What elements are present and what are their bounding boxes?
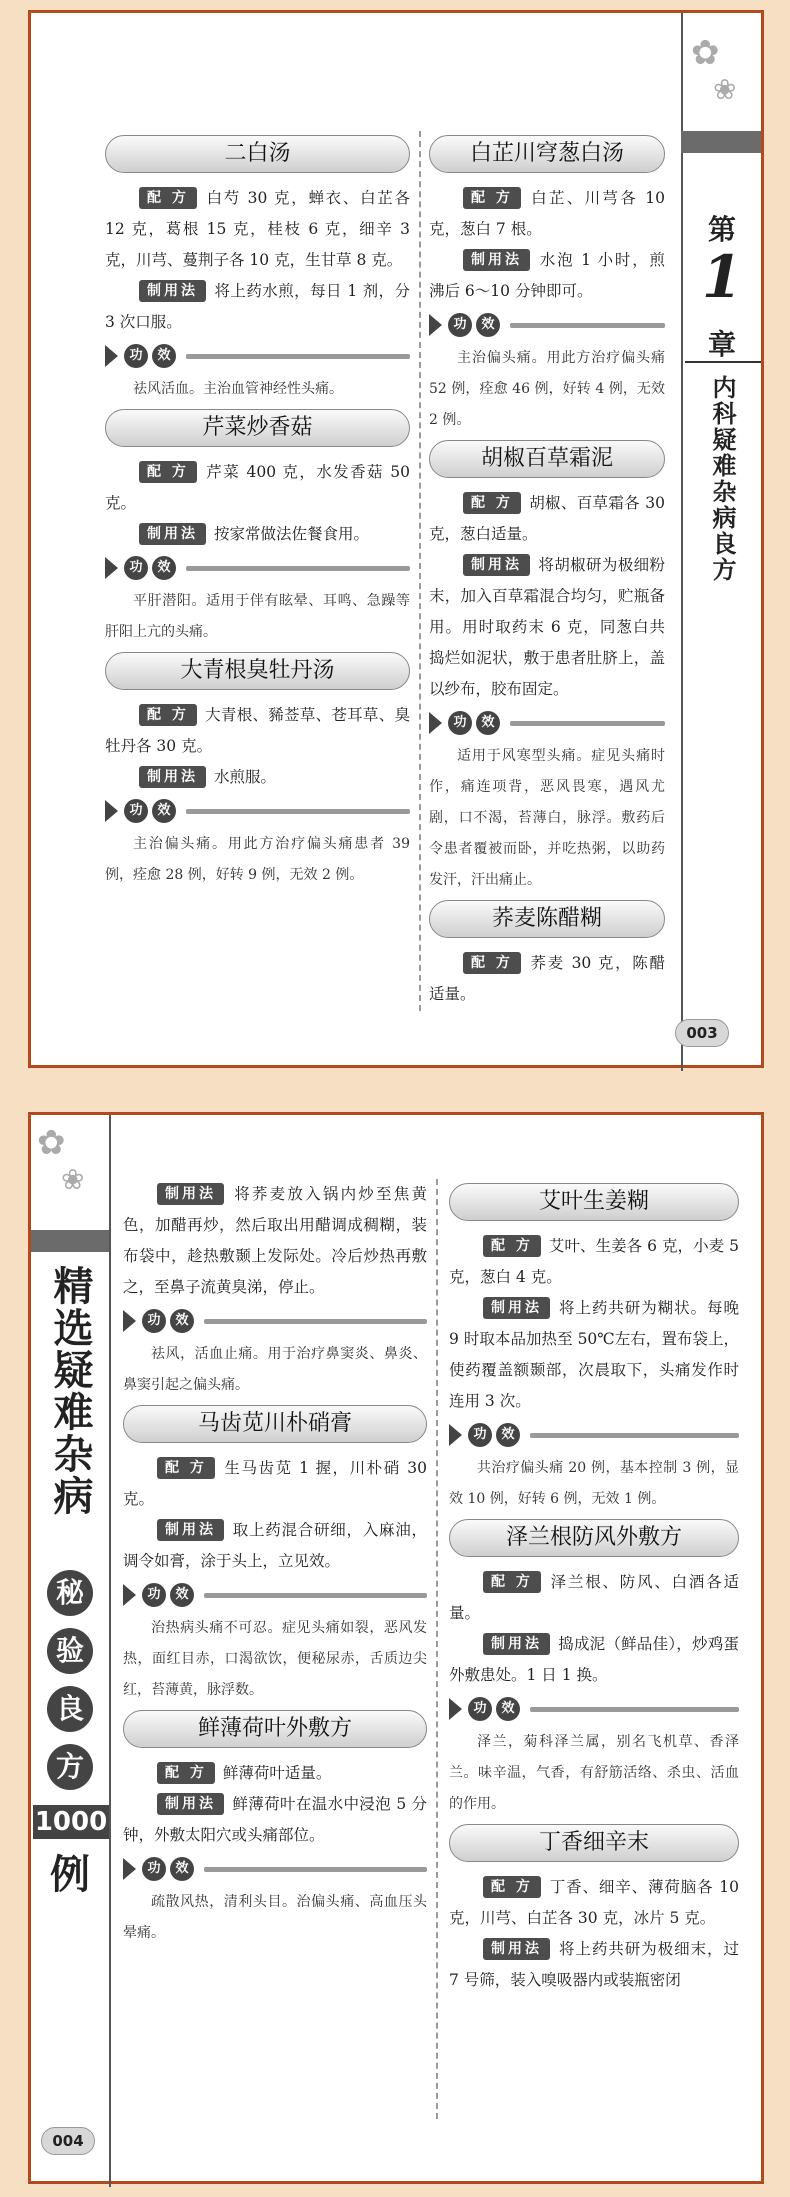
effect-char: 功 — [448, 711, 472, 735]
left-column — [123, 1179, 427, 1949]
section-tag: 配 方 — [139, 461, 197, 483]
effect-char: 效 — [170, 1857, 194, 1881]
effect-char: 功 — [448, 313, 472, 337]
recipe-section — [449, 1231, 739, 1293]
effect-text: 共治疗偏头痛 20 例，基本控制 3 例，显效 10 例，好转 6 例，无效 1 例。 — [449, 1460, 739, 1507]
left-column — [105, 131, 410, 891]
section-text: 捣成泥（鲜品佳），炒鸡蛋外敷患处。1 日 1 换。 — [449, 1635, 739, 1684]
arrow-icon — [105, 557, 118, 579]
book-title: 精选疑难杂病 — [47, 1265, 93, 1517]
recipe-section — [429, 948, 665, 1010]
effect-rule — [204, 1319, 427, 1324]
recipe-section — [429, 488, 665, 550]
effect-rule — [510, 721, 665, 726]
section-text: 丁香、细辛、薄荷脑各 10 克，川芎、白芷各 30 克，冰片 5 克。 — [449, 1878, 739, 1927]
section-tag: 制用法 — [139, 766, 206, 788]
arrow-icon — [105, 800, 118, 822]
effect-header — [105, 795, 410, 827]
seal-char: 验 — [47, 1628, 93, 1674]
effect-header — [429, 707, 665, 739]
section-tag: 制用法 — [463, 554, 530, 576]
section-text: 胡椒、百草霜各 30 克，葱白适量。 — [429, 494, 665, 543]
section-tag: 配 方 — [463, 187, 521, 209]
page-004 — [28, 1112, 764, 2184]
recipe-section — [123, 1515, 427, 1577]
section-text: 将上药共研为糊状。每晚 9 时取本品加热至 50℃左右，置布袋上，使药覆盖额颞部，次晨取下，头痛发作时连用 3 次。 — [449, 1299, 739, 1410]
lily-flower-icon: ❀ — [61, 1163, 85, 1196]
effect-header — [123, 1853, 427, 1885]
recipe-title: 胡椒百草霜泥 — [429, 440, 665, 478]
section-tag: 配 方 — [483, 1571, 541, 1593]
effect-rule — [186, 354, 410, 359]
effect-text: 适用于风寒型头痛。症见头痛时作，痛连项背，恶风畏寒，遇风尤剧，口不渴，苔薄白，脉浮。敷药后令患者覆被而卧，并吃热粥，以助药发汗，汗出痛止。 — [429, 748, 665, 888]
section-tag: 制用法 — [157, 1793, 224, 1815]
recipe-title: 泽兰根防风外敷方 — [449, 1519, 739, 1557]
arrow-icon — [123, 1310, 136, 1332]
recipe-section — [123, 1179, 427, 1303]
effect-header — [123, 1305, 427, 1337]
arrow-icon — [449, 1424, 462, 1446]
book-sidebar — [31, 1115, 111, 2187]
effect-char: 效 — [152, 556, 176, 580]
recipe-section — [449, 1293, 739, 1417]
effect-header — [449, 1693, 739, 1725]
effect-char: 功 — [468, 1697, 492, 1721]
effect-rule — [186, 809, 410, 814]
effect-rule — [186, 566, 410, 571]
effect-rule — [530, 1707, 739, 1712]
section-text: 芹菜 400 克，水发香菇 50 克。 — [105, 463, 410, 512]
recipe-section — [105, 700, 410, 762]
chapter-sidebar — [681, 13, 761, 1071]
chapter-band — [681, 131, 761, 153]
effect-rule — [204, 1867, 427, 1872]
section-tag: 配 方 — [483, 1235, 541, 1257]
effect-header — [449, 1419, 739, 1451]
effect-char: 功 — [142, 1309, 166, 1333]
section-tag: 制用法 — [139, 280, 206, 302]
arrow-icon — [449, 1698, 462, 1720]
effect-text: 治热病头痛不可忍。症见头痛如裂，恶风发热，面红目赤，口渴欲饮，便秘尿赤，舌质边尖红，苔薄黄，脉浮数。 — [123, 1620, 427, 1698]
recipe-section — [105, 457, 410, 519]
effect-char: 功 — [142, 1583, 166, 1607]
effect-char: 效 — [170, 1309, 194, 1333]
recipe-title: 鲜薄荷叶外敷方 — [123, 1710, 427, 1748]
recipe-section — [449, 1872, 739, 1934]
section-text: 荞麦 30 克，陈醋适量。 — [429, 954, 665, 1003]
section-tag: 配 方 — [139, 704, 197, 726]
section-tag: 配 方 — [157, 1457, 215, 1479]
recipe-section — [105, 762, 410, 793]
effect-char: 效 — [476, 711, 500, 735]
section-text: 将上药水煎，每日 1 剂，分 3 次口服。 — [105, 282, 410, 331]
page-number: 004 — [41, 2127, 95, 2155]
effect-text: 主治偏头痛。用此方治疗偏头痛 52 例，痊愈 46 例，好转 4 例，无效 2 例。 — [429, 350, 665, 428]
chapter-suffix: 章 — [707, 328, 736, 361]
recipe-title: 丁香细辛末 — [449, 1824, 739, 1862]
recipe-section — [429, 550, 665, 705]
seal-char: 良 — [47, 1686, 93, 1732]
section-text: 水泡 1 小时，煎沸后 6～10 分钟即可。 — [429, 251, 665, 300]
effect-char: 效 — [496, 1697, 520, 1721]
chapter-prefix: 第 — [707, 213, 736, 246]
effect-rule — [204, 1593, 427, 1598]
section-text: 将胡椒研为极细粉末，加入百草霜混合均匀，贮瓶备用。用时取药末 6 克，同葱白共捣烂如泥状，敷于患者肚脐上，盖以纱布，胶布固定。 — [429, 556, 665, 698]
section-text: 白芷、川芎各 10 克，葱白 7 根。 — [429, 189, 665, 238]
section-tag: 制用法 — [463, 249, 530, 271]
section-tag: 制用法 — [157, 1519, 224, 1541]
recipe-section — [449, 1934, 739, 1996]
right-column — [449, 1179, 739, 1996]
effect-char: 效 — [496, 1423, 520, 1447]
section-text: 生马齿苋 1 握，川朴硝 30 克。 — [123, 1459, 427, 1508]
effect-char: 功 — [124, 344, 148, 368]
recipe-title: 艾叶生姜糊 — [449, 1183, 739, 1221]
effect-text: 祛风，活血止痛。用于治疗鼻窦炎、鼻炎、鼻窦引起之偏头痛。 — [123, 1346, 427, 1393]
section-tag: 制用法 — [157, 1183, 224, 1205]
recipe-section — [123, 1453, 427, 1515]
recipe-section — [449, 1567, 739, 1629]
lily-flower-icon: ❀ — [713, 73, 737, 106]
effect-text: 泽兰，菊科泽兰属，别名飞机草、香泽兰。味辛温，气香，有舒筋活络、杀虫、活血的作用。 — [449, 1734, 739, 1812]
effect-char: 效 — [170, 1583, 194, 1607]
recipe-section — [105, 276, 410, 338]
arrow-icon — [123, 1584, 136, 1606]
column-divider — [419, 131, 421, 1011]
page-003 — [28, 10, 764, 1068]
effect-char: 功 — [142, 1857, 166, 1881]
effect-text: 祛风活血。主治血管神经性头痛。 — [133, 381, 343, 397]
column-divider — [436, 1179, 438, 2119]
effect-header — [429, 309, 665, 341]
section-tag: 制用法 — [483, 1297, 550, 1319]
recipe-section — [123, 1789, 427, 1851]
section-text: 按家常做法佐餐食用。 — [214, 525, 370, 543]
section-tag: 制用法 — [483, 1938, 550, 1960]
effect-char: 功 — [124, 799, 148, 823]
section-text: 泽兰根、防风、白酒各适量。 — [449, 1573, 739, 1622]
book-count: 1000 — [34, 1807, 108, 1837]
right-column — [429, 131, 665, 1010]
recipe-section — [449, 1629, 739, 1691]
section-tag: 制用法 — [483, 1633, 550, 1655]
section-text: 鲜薄荷叶在温水中浸泡 5 分钟，外敷太阳穴或头痛部位。 — [123, 1795, 427, 1844]
effect-header — [105, 340, 410, 372]
seal-char: 秘 — [47, 1570, 93, 1616]
section-text: 艾叶、生姜各 6 克，小麦 5 克，葱白 4 克。 — [449, 1237, 739, 1286]
recipe-title: 芹菜炒香菇 — [105, 409, 410, 447]
effect-text: 主治偏头痛。用此方治疗偏头痛患者 39 例，痊愈 28 例，好转 9 例，无效 2 例。 — [105, 836, 410, 883]
book-band — [31, 1230, 109, 1252]
section-tag: 制用法 — [139, 523, 206, 545]
recipe-title: 白芷川穹葱白汤 — [429, 135, 665, 173]
section-text: 大青根、豨莶草、苍耳草、臭牡丹各 30 克。 — [105, 706, 410, 755]
recipe-section — [429, 245, 665, 307]
chapter-title: 内科疑难杂病良方 — [708, 375, 736, 583]
section-text: 水煎服。 — [214, 768, 277, 786]
effect-text: 平肝潜阳。适用于伴有眩晕、耳鸣、急躁等肝阳上亢的头痛。 — [105, 593, 410, 640]
section-tag: 配 方 — [483, 1876, 541, 1898]
section-text: 取上药混合研细，入麻油，调令如膏，涂于头上，立见效。 — [123, 1521, 427, 1570]
page-number: 003 — [675, 1019, 729, 1047]
section-text: 白芍 30 克，蝉衣、白芷各 12 克，葛根 15 克，桂枝 6 克，细辛 3 克，川芎、蔓荆子各 10 克，生甘草 8 克。 — [105, 189, 410, 269]
recipe-section — [429, 183, 665, 245]
section-tag: 配 方 — [157, 1762, 215, 1784]
book-seal — [47, 1570, 93, 1802]
recipe-section — [123, 1758, 427, 1789]
arrow-icon — [429, 712, 442, 734]
section-tag: 配 方 — [463, 492, 521, 514]
section-text: 将荞麦放入锅内炒至焦黄色，加醋再炒，然后取出用醋调成稠糊，装布袋中，趁热敷颞上发际处。冷后炒热再敷之，至鼻子流黄臭涕，停止。 — [123, 1185, 427, 1296]
effect-char: 功 — [468, 1423, 492, 1447]
recipe-title: 二白汤 — [105, 135, 410, 173]
effect-header — [105, 552, 410, 584]
section-text: 将上药共研为极细末，过 7 号筛，装入嗅吸器内或装瓶密闭 — [449, 1940, 739, 1989]
arrow-icon — [105, 345, 118, 367]
effect-char: 效 — [476, 313, 500, 337]
recipe-section — [105, 519, 410, 550]
arrow-icon — [429, 314, 442, 336]
effect-char: 效 — [152, 799, 176, 823]
book-unit: 例 — [50, 1852, 90, 1898]
lily-flower-icon: ✿ — [691, 33, 720, 73]
section-tag: 配 方 — [463, 952, 521, 974]
lily-flower-icon: ✿ — [37, 1123, 66, 1163]
effect-rule — [530, 1433, 739, 1438]
effect-text: 疏散风热，清利头目。治偏头痛、高血压头晕痛。 — [123, 1894, 427, 1941]
recipe-section — [105, 183, 410, 276]
recipe-title: 荞麦陈醋糊 — [429, 900, 665, 938]
recipe-title: 马齿苋川朴硝膏 — [123, 1405, 427, 1443]
effect-char: 功 — [124, 556, 148, 580]
recipe-title: 大青根臭牡丹汤 — [105, 652, 410, 690]
effect-header — [123, 1579, 427, 1611]
seal-char: 方 — [47, 1744, 93, 1790]
arrow-icon — [123, 1858, 136, 1880]
effect-rule — [510, 323, 665, 328]
effect-char: 效 — [152, 344, 176, 368]
section-tag: 配 方 — [139, 187, 197, 209]
section-text: 鲜薄荷叶适量。 — [222, 1764, 332, 1782]
chapter-number: 1 — [701, 243, 743, 311]
